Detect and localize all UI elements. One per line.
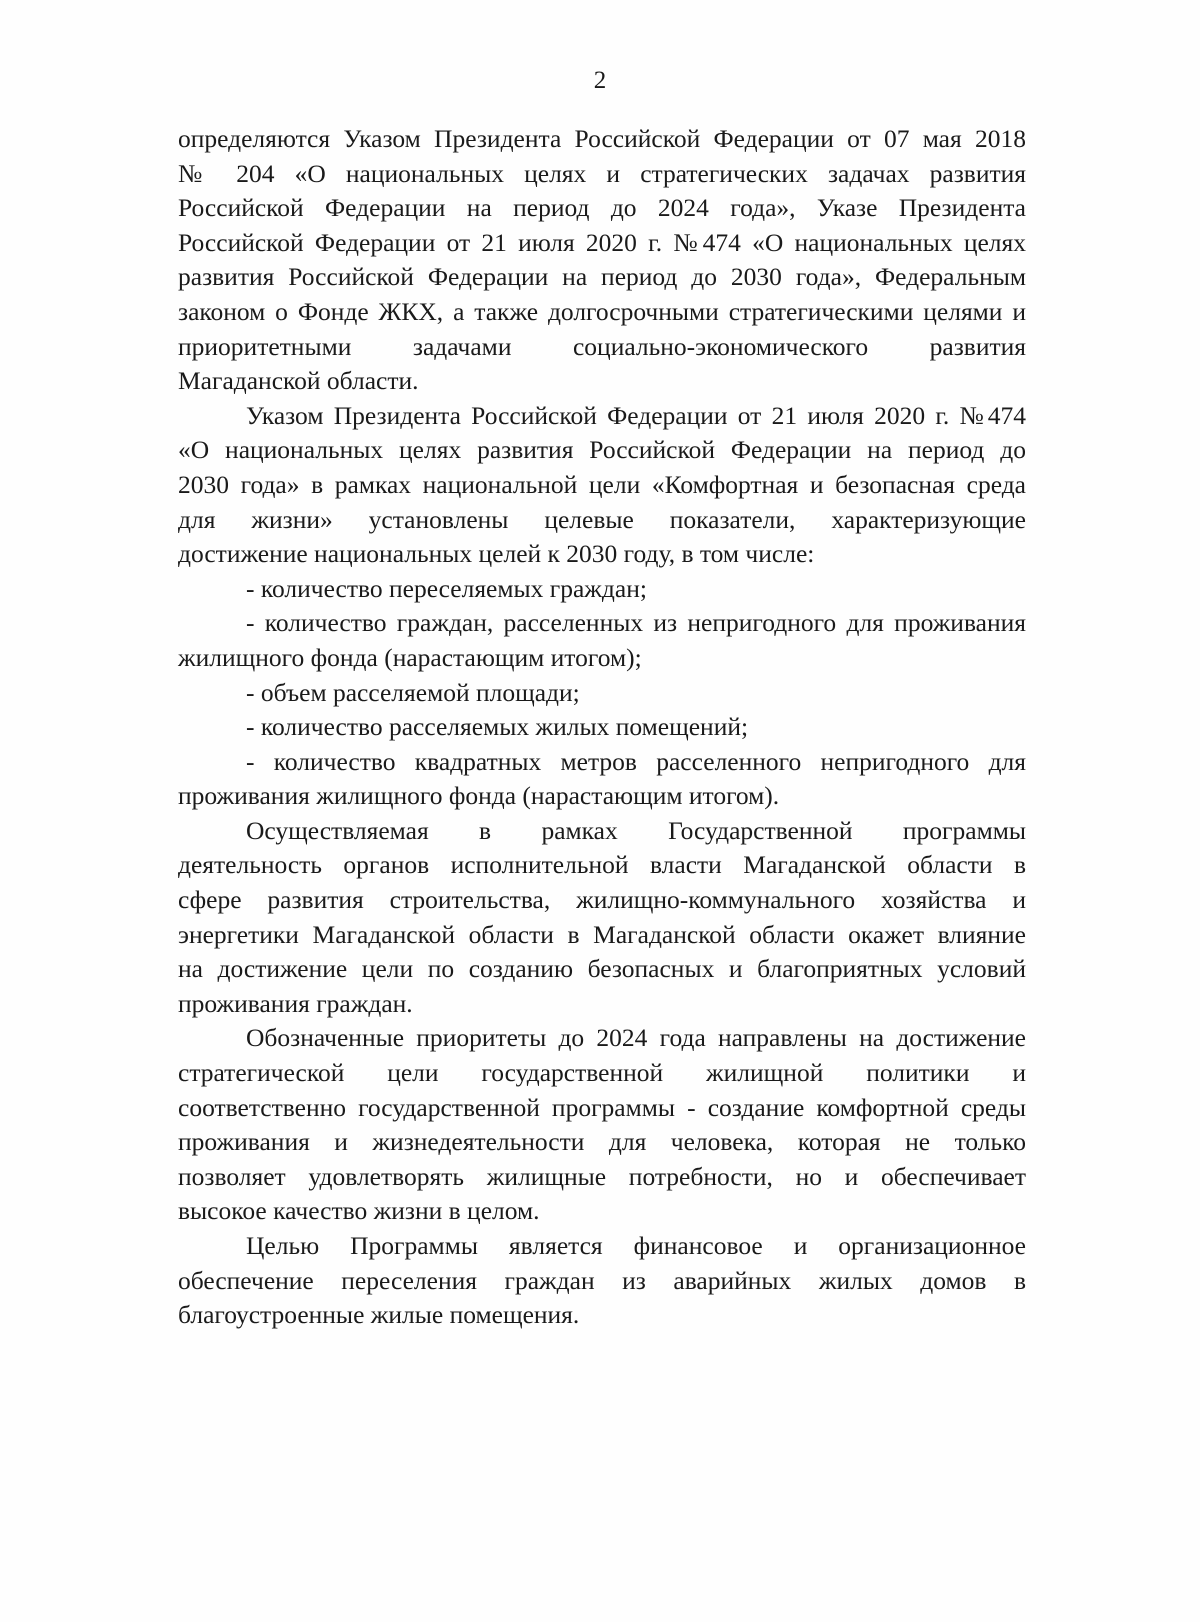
text-line: для жизни» установлены целевые показатели, характеризующие [178, 504, 1026, 534]
text-line: Российской Федерации на период до 2024 года», Указе Президента [178, 193, 1026, 223]
text-line: Целью Программы является финансовое и организационное [246, 1231, 1026, 1260]
text-line: - количество переселяемых граждан; [246, 573, 647, 603]
text-line: Осуществляемая в рамках Государственной программы [246, 815, 1026, 845]
text-line: определяются Указом Президента Российской Федерации от 07 мая 2018 [178, 124, 1026, 153]
text-line: проживания и жизнедеятельности для человека, которая не только [178, 1127, 1026, 1157]
paragraph [178, 572, 1026, 607]
paragraph [178, 399, 1026, 572]
text-line: Магаданской области. [178, 366, 419, 396]
text-line: высокое качество жизни в целом. [178, 1196, 540, 1226]
text-line: проживания жилищного фонда (нарастающим итогом). [178, 781, 780, 811]
text-line: жилищного фонда (нарастающим итогом); [178, 642, 642, 672]
text-line: - объем расселяемой площади; [246, 677, 580, 707]
text-line: - количество граждан, расселенных из непригодного для проживания [246, 608, 1026, 638]
page-number: 2 [593, 67, 607, 94]
text-line: развития Российской Федерации на период до 2030 года», Федеральным [178, 262, 1026, 292]
text-line: «О национальных целях развития Российской Федерации на период до [178, 435, 1026, 465]
paragraph [178, 122, 1026, 399]
paragraph [178, 814, 1026, 1022]
text-line: энергетики Магаданской области в Магаданской области окажет влияние [178, 919, 1026, 949]
text-line: Указом Президента Российской Федерации от 21 июля 2020 г. №474 [246, 400, 1026, 430]
text-line: стратегической цели государственной жилищной политики и [178, 1058, 1026, 1088]
paragraph [178, 745, 1026, 814]
paragraph [178, 1021, 1026, 1229]
text-line: позволяет удовлетворять жилищные потребности, но и обеспечивает [178, 1161, 1026, 1191]
paragraph [178, 676, 1026, 711]
text-line: - количество расселяемых жилых помещений; [246, 712, 749, 742]
document-body [178, 122, 1026, 1333]
text-line: законом о Фонде ЖКХ, а также долгосрочными стратегическими целями и [178, 296, 1026, 326]
text-line: благоустроенные жилые помещения. [178, 1300, 580, 1330]
text-line: соответственно государственной программы - создание комфортной среды [178, 1092, 1026, 1122]
text-line: обеспечение переселения граждан из аварийных жилых домов в [178, 1265, 1026, 1295]
text-line: Обозначенные приоритеты до 2024 года направлены на достижение [246, 1023, 1026, 1053]
paragraph [178, 606, 1026, 675]
text-line: 2030 года» в рамках национальной цели «Комфортная и безопасная среда [178, 469, 1026, 499]
text-line: на достижение цели по созданию безопасных и благоприятных условий [178, 954, 1026, 984]
text-line: достижение национальных целей к 2030 году, в том числе: [178, 539, 815, 569]
text-line: № 204 «О национальных целях и стратегических задачах развития [178, 158, 1026, 188]
text-line: сфере развития строительства, жилищно-коммунального хозяйства и [178, 885, 1026, 915]
paragraph [178, 1229, 1026, 1333]
text-line: приоритетными задачами социально-экономического развития [178, 331, 1026, 361]
text-line: деятельность органов исполнительной власти Магаданской области в [178, 850, 1026, 880]
text-line: проживания граждан. [178, 988, 413, 1018]
text-line: Российской Федерации от 21 июля 2020 г. №474 «О национальных целях [178, 227, 1026, 257]
text-line: - количество квадратных метров расселенного непригодного для [246, 746, 1026, 776]
paragraph [178, 710, 1026, 745]
